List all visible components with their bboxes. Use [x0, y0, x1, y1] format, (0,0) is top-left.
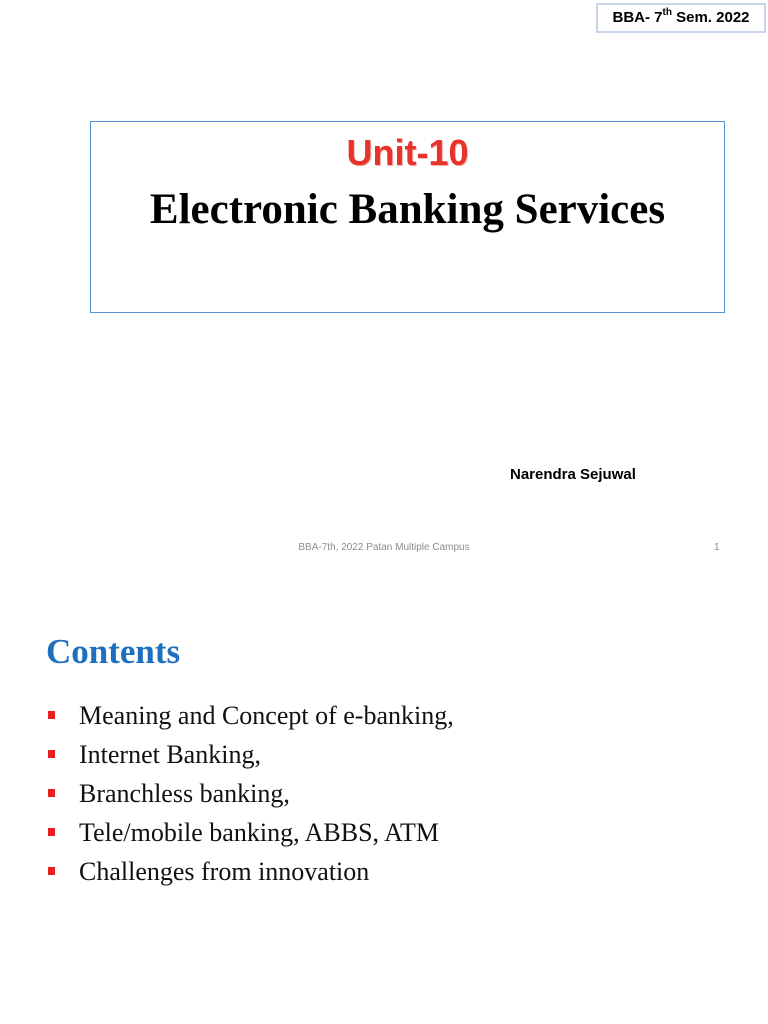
title-box: [90, 121, 725, 313]
list-item: [46, 739, 454, 778]
list-item-label: Meaning and Concept of e-banking,: [79, 701, 454, 730]
author-name: Narendra Sejuwal: [510, 466, 636, 483]
contents-slide: [0, 576, 768, 1024]
square-bullet-icon: [48, 711, 55, 719]
contents-heading: Contents: [46, 632, 181, 671]
unit-label: Unit-10: [346, 132, 469, 173]
list-item: [46, 700, 454, 739]
square-bullet-icon: [48, 867, 55, 875]
semester-badge: [596, 3, 766, 33]
list-item-label: Challenges from innovation: [79, 857, 370, 886]
semester-badge-superscript: th: [662, 7, 672, 18]
page-number: 1: [714, 542, 720, 553]
square-bullet-icon: [48, 828, 55, 836]
list-item: [46, 817, 454, 856]
contents-list: [46, 700, 454, 895]
slide-title: Electronic Banking Services: [149, 186, 666, 233]
square-bullet-icon: [48, 750, 55, 758]
semester-badge-suffix: Sem. 2022: [671, 9, 750, 26]
semester-badge-prefix: BBA- 7: [612, 9, 663, 26]
list-item: [46, 856, 454, 895]
list-item-label: Tele/mobile banking, ABBS, ATM: [79, 818, 440, 847]
slide-footer: BBA-7th, 2022 Patan Multiple Campus: [298, 542, 470, 553]
square-bullet-icon: [48, 789, 55, 797]
list-item: [46, 778, 454, 817]
list-item-label: Branchless banking,: [79, 779, 290, 808]
list-item-label: Internet Banking,: [79, 740, 261, 769]
